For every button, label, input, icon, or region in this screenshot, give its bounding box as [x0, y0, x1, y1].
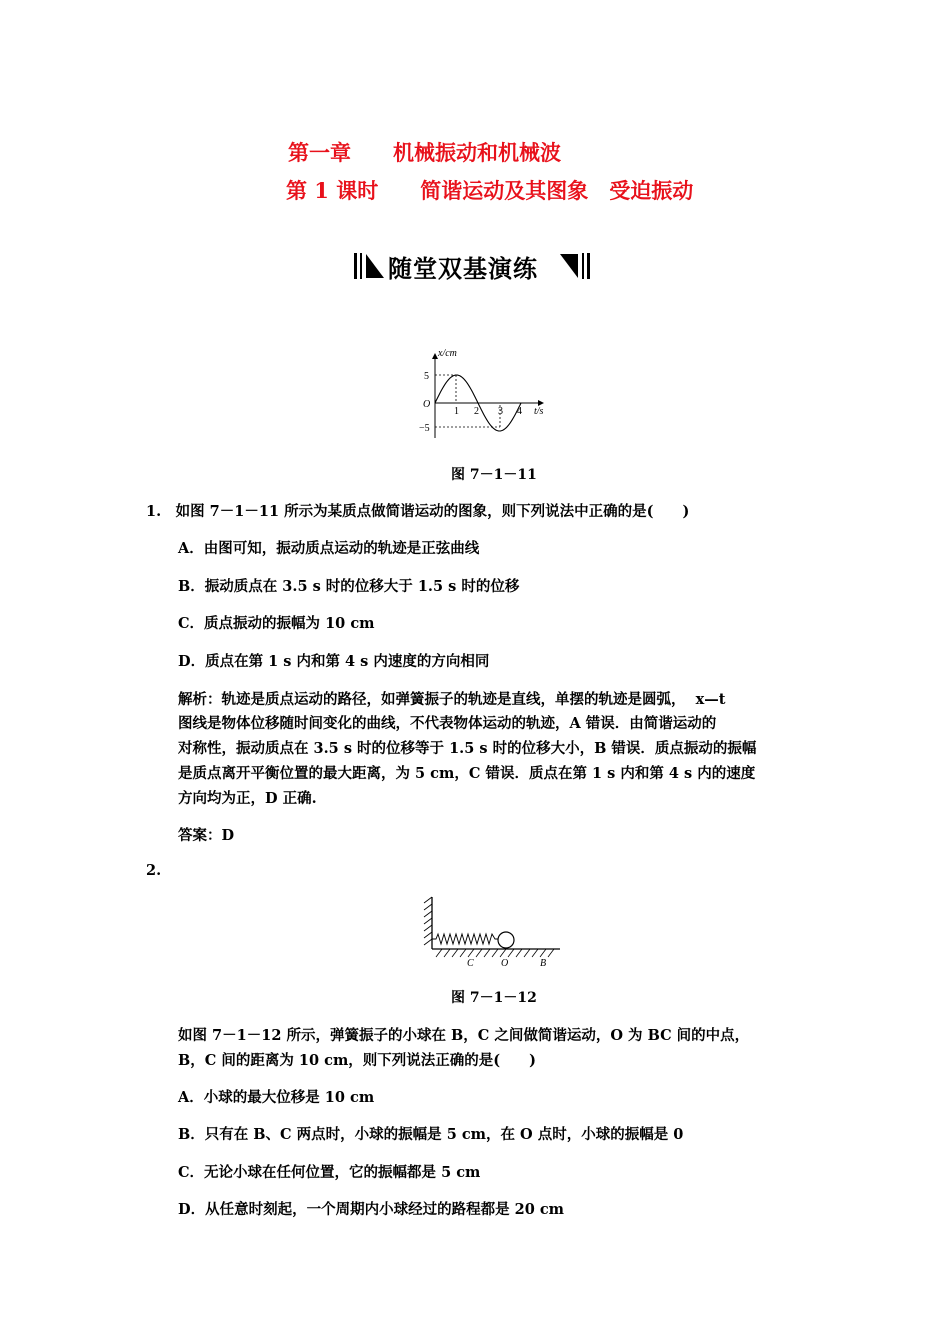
q2-option-a: A．小球的最大位移是 10 cm — [178, 1089, 375, 1106]
section-banner — [352, 250, 592, 282]
q1-option-c: C．质点振动的振幅为 10 cm — [178, 615, 375, 632]
spring — [432, 934, 498, 944]
figure-xt-graph — [410, 340, 570, 450]
figure1-caption: 图 7－1－11 — [451, 467, 537, 483]
label-o: O — [501, 958, 509, 969]
figure2-caption: 图 7－1－12 — [451, 990, 537, 1006]
chapter-title: 第一章 机械振动和机械波 — [288, 140, 561, 165]
q1-answer: 答案：D — [178, 827, 235, 844]
y-axis-label: x/cm — [438, 348, 457, 359]
figure-spring-oscillator — [420, 893, 570, 973]
label-b: B — [540, 958, 547, 969]
q2-option-d: D．从任意时刻起，一个周期内小球经过的路程都是 20 cm — [178, 1201, 565, 1218]
q1-analysis-line: 图线是物体位移随时间变化的曲线，不代表物体运动的轨迹，A 错误．由简谐运动的 — [178, 715, 717, 732]
origin-label: O — [423, 399, 431, 410]
q1-analysis-line: 方向均为正，D 正确. — [178, 790, 317, 807]
q1-analysis-line: 是质点离开平衡位置的最大距离，为 5 cm，C 错误．质点在第 1 s 内和第 4 s 内的速度 — [178, 765, 756, 782]
x-tick-2: 2 — [474, 406, 479, 417]
x-tick-3: 3 — [498, 406, 503, 417]
q2-number: 2. — [146, 862, 162, 879]
x-axis-label: t/s — [534, 406, 544, 417]
ball — [498, 932, 514, 948]
q2-option-c: C．无论小球在任何位置，它的振幅都是 5 cm — [178, 1164, 481, 1181]
q2-option-b: B．只有在 B、C 两点时，小球的振幅是 5 cm，在 O 点时，小球的振幅是 0 — [178, 1126, 684, 1143]
q2-stem-line: 如图 7－1－12 所示，弹簧振子的小球在 B，C 之间做简谐运动，O 为 BC 间的中点， — [178, 1027, 750, 1044]
y-tick-neg5: −5 — [419, 423, 430, 434]
banner-title: 随堂双基演练 — [388, 254, 538, 283]
q1-stem: 1. 如图 7－1－11 所示为某质点做简谐运动的图象，则下列说法中正确的是( ) — [146, 503, 690, 520]
q1-analysis-line: 对称性，振动质点在 3.5 s 时的位移等于 1.5 s 时的位移大小，B 错误．质点振动的振幅 — [178, 740, 757, 757]
q1-analysis-line: 解析：轨迹是质点运动的路径，如弹簧振子的轨迹是直线，单摆的轨迹是圆弧， x—t — [178, 691, 726, 708]
label-c: C — [467, 958, 474, 969]
x-tick-4: 4 — [517, 406, 522, 417]
x-tick-1: 1 — [454, 406, 459, 417]
q2-stem-line: B，C 间的距离为 10 cm，则下列说法正确的是( ) — [178, 1052, 537, 1069]
q1-option-b: B．振动质点在 3.5 s 时的位移大于 1.5 s 时的位移 — [178, 578, 520, 595]
lesson-title: 第 1 课时 简谐运动及其图象 受迫振动 — [286, 178, 694, 203]
q1-option-d: D．质点在第 1 s 内和第 4 s 内速度的方向相同 — [178, 653, 490, 670]
y-tick-5: 5 — [424, 371, 429, 382]
q1-option-a: A．由图可知，振动质点运动的轨迹是正弦曲线 — [178, 540, 480, 557]
